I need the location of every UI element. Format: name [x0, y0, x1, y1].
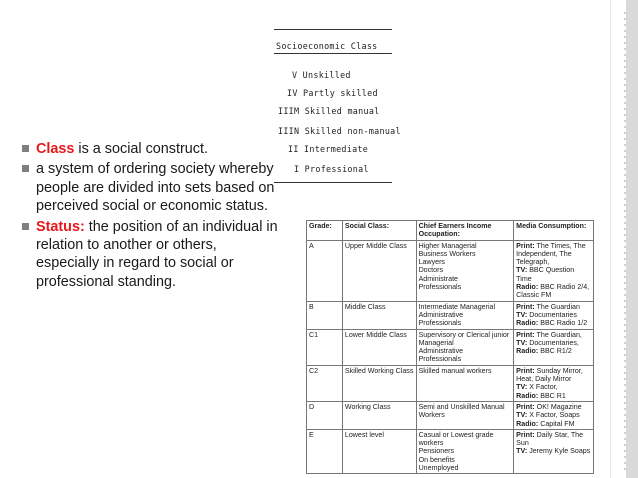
media-value: BBC R1/2 [538, 347, 572, 356]
media-type-label: Radio: [516, 319, 539, 328]
occupation-line: Workers [418, 411, 445, 420]
bullet-marker-icon [22, 145, 29, 152]
media-line [516, 411, 591, 419]
media-cell [514, 401, 594, 429]
media-cell [514, 365, 594, 401]
media-line [516, 303, 591, 311]
divider [274, 182, 392, 183]
soc-title: Socioeconomic Class [276, 41, 378, 51]
media-line [516, 242, 591, 267]
occupation-cell [416, 301, 514, 329]
media-cell [514, 301, 594, 329]
occupation-line: Semi and Unskilled Manual [418, 402, 505, 411]
media-value: Capital FM [538, 419, 575, 428]
table-row [307, 401, 594, 429]
social-class-cell: Lower Middle Class [342, 329, 416, 365]
bullet-list [22, 140, 282, 293]
social-class-cell: Skilled Working Class [342, 365, 416, 401]
media-line [516, 339, 591, 347]
table-row [307, 365, 594, 401]
occupation-line: Intermediate Managerial [418, 302, 496, 311]
media-value: OK! Magazine [534, 402, 582, 411]
media-value: BBC Radio 1/2 [538, 319, 588, 328]
media-line [516, 447, 591, 455]
side-bar-pattern [622, 10, 630, 470]
media-value: The Times, The Independent, The Telegraph, [516, 241, 586, 267]
media-value: Documentaries [527, 310, 577, 319]
soc-item: IIIM Skilled manual [278, 106, 380, 116]
soc-item: IV Partly skilled [287, 88, 378, 98]
occupation-line: Casual or Lowest grade workers [418, 430, 494, 448]
media-line [516, 367, 591, 384]
media-type-label: Radio: [516, 347, 539, 356]
occupation-line: Professionals [418, 319, 462, 328]
occupation-line: Lawyers [418, 258, 445, 267]
bullet-text: a system of ordering society whereby people are divided into sets based on perceived social or economic status. [36, 161, 275, 215]
media-type-label: Radio: [516, 283, 539, 292]
media-line [516, 347, 591, 355]
media-type-label: Print: [516, 330, 535, 339]
media-line [516, 403, 591, 411]
media-line [516, 319, 591, 327]
media-type-label: TV: [516, 266, 528, 275]
occupation-line: Professionals [418, 355, 462, 364]
occupation-line: Higher Managerial [418, 241, 477, 250]
occupation-line: Pensioners [418, 447, 455, 456]
media-value: Documentaries, [527, 338, 579, 347]
occupation-line: Unemployed [418, 464, 459, 473]
media-type-label: TV: [516, 411, 528, 420]
social-class-cell: Lowest level [342, 429, 416, 473]
media-type-label: Print: [516, 402, 535, 411]
media-type-label: TV: [516, 338, 528, 347]
occupation-cell [416, 365, 514, 401]
bullet-item [22, 218, 282, 292]
grade-cell: C1 [307, 329, 343, 365]
bullet-marker-icon [22, 165, 29, 172]
media-line [516, 383, 591, 391]
media-value: BBC Question Time [516, 266, 575, 283]
occupation-line: Administrative [418, 347, 464, 356]
media-line [516, 431, 591, 448]
soc-item: I Professional [294, 164, 369, 174]
social-class-cell: Upper Middle Class [342, 240, 416, 301]
occupation-line: On benefits [418, 455, 455, 464]
media-value: X Factor, [527, 383, 558, 392]
media-type-label: Print: [516, 430, 535, 439]
occupation-line: Administrative [418, 310, 464, 319]
media-cell [514, 429, 594, 473]
media-line [516, 266, 591, 283]
social-class-cell: Working Class [342, 401, 416, 429]
media-type-label: TV: [516, 447, 528, 456]
column-header: Media Consumption: [514, 221, 594, 241]
bullet-text: is a social construct. [74, 141, 208, 157]
media-value: BBC Radio 2/4, Classic FM [516, 283, 590, 300]
media-cell [514, 329, 594, 365]
bullet-marker-icon [22, 223, 29, 230]
occupation-line: Supervisory or Clerical junior [418, 330, 510, 339]
occupation-line: Doctors [418, 266, 444, 275]
media-line [516, 283, 591, 300]
occupation-line: Managerial [418, 338, 454, 347]
column-header: Social Class: [342, 221, 416, 241]
bullet-item [22, 160, 282, 215]
occupation-cell [416, 240, 514, 301]
occupation-cell [416, 401, 514, 429]
media-type-label: Radio: [516, 391, 539, 400]
column-header: Chief Earners Income Occupation: [416, 221, 514, 241]
soc-item: IIIN Skilled non-manual [278, 126, 401, 136]
media-type-label: TV: [516, 310, 528, 319]
media-value: The Guardian [534, 302, 580, 311]
occupation-line: Skilled manual workers [418, 366, 492, 375]
socioeconomic-class-image [264, 24, 404, 194]
media-line [516, 331, 591, 339]
soc-item: V Unskilled [292, 70, 351, 80]
media-line [516, 311, 591, 319]
media-value: Daily Star, The Sun [516, 430, 584, 448]
media-value: The Guardian, [534, 330, 582, 339]
grade-cell: E [307, 429, 343, 473]
occupation-cell [416, 329, 514, 365]
media-type-label: Radio: [516, 419, 539, 428]
divider [274, 29, 392, 30]
occupation-line: Administrate [418, 274, 458, 283]
divider [274, 53, 392, 54]
occupation-line: Professionals [418, 283, 462, 292]
decorative-side-bar [610, 0, 638, 478]
media-cell [514, 240, 594, 301]
media-value: Sunday Mirror, Heat, Daily Mirror [516, 366, 583, 384]
media-type-label: Print: [516, 366, 535, 375]
media-value: X Factor, Soaps [527, 411, 580, 420]
bullet-term: Class [36, 141, 75, 157]
occupation-cell [416, 429, 514, 473]
column-header: Grade: [307, 221, 343, 241]
soc-item: II Intermediate [288, 144, 369, 154]
media-type-label: Print: [516, 302, 535, 311]
table-row [307, 329, 594, 365]
social-class-cell: Middle Class [342, 301, 416, 329]
media-line [516, 392, 591, 400]
grade-cell: C2 [307, 365, 343, 401]
grade-cell: A [307, 240, 343, 301]
table-row [307, 240, 594, 301]
bullet-item [22, 140, 282, 158]
bullet-text: the position of an individual in relation to another or others, especially in regard to social or professional standing. [36, 218, 278, 290]
grade-cell: B [307, 301, 343, 329]
bullet-term: Status: [36, 218, 85, 235]
grade-table [306, 220, 594, 474]
media-type-label: Print: [516, 241, 535, 250]
grade-cell: D [307, 401, 343, 429]
media-value: Jeremy Kyle Soaps [527, 447, 591, 456]
media-line [516, 420, 591, 428]
table-header-row [307, 221, 594, 241]
occupation-line: Business Workers [418, 249, 476, 258]
media-value: BBC R1 [538, 391, 566, 400]
media-type-label: TV: [516, 383, 528, 392]
table-row [307, 301, 594, 329]
table-row [307, 429, 594, 473]
